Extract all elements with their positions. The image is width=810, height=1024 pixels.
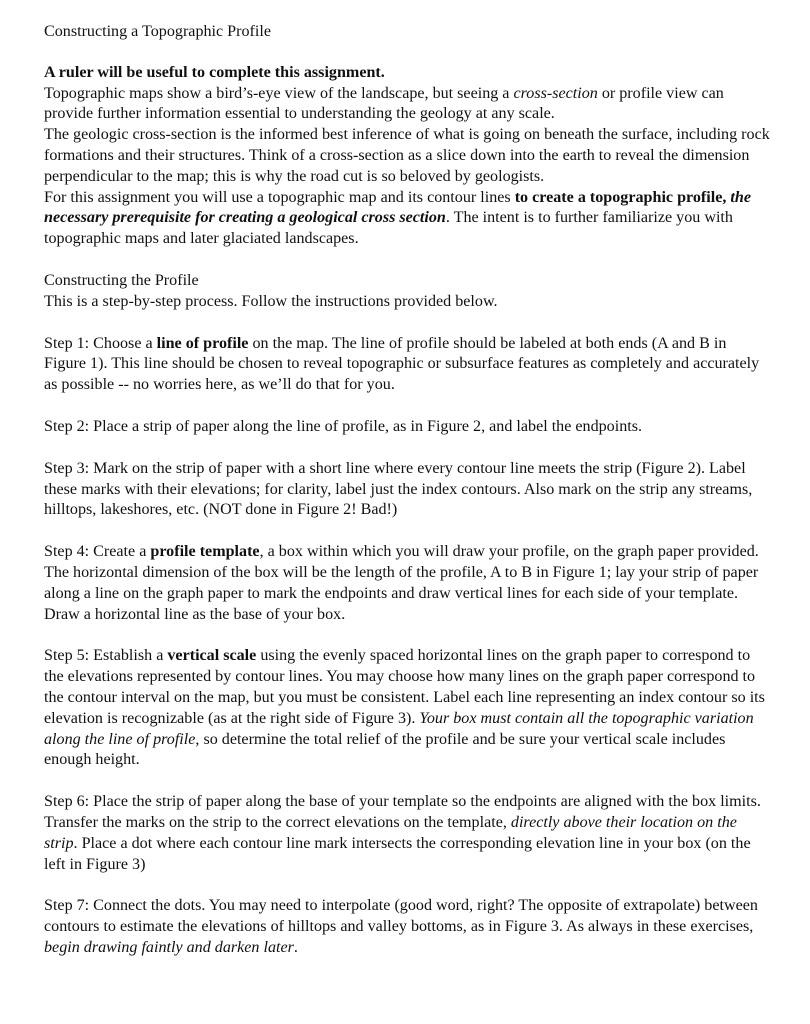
intro-p3-comma: , — [722, 188, 731, 206]
step-1-bold: line of profile — [156, 334, 249, 352]
intro-p1-text-b: or profile view can provide further information essential to understanding the geology at any scale. — [44, 84, 724, 123]
step-7-italic: begin drawing faintly and darken later — [44, 938, 294, 956]
intro-p1-emphasis: cross-section — [513, 84, 598, 102]
profile-section — [44, 271, 770, 313]
intro-p3-bold: to create a topographic profile — [514, 188, 723, 206]
step-7-text-b: . — [293, 938, 298, 956]
step-1 — [44, 334, 770, 396]
step-4-bold: profile template — [150, 543, 260, 561]
step-2: Step 2: Place a strip of paper along the line of profile, as in Figure 2, and label the endpoints. — [44, 417, 642, 435]
section-intro-text: This is a step-by-step process. Follow the instructions provided below. — [44, 292, 498, 310]
step-6 — [44, 792, 770, 875]
step-3: Step 3: Mark on the strip of paper with a short line where every contour line meets the strip (Figure 2). Label these marks with their elevations; for clarity, label just the index contours. Also mark on the strip any streams, hilltops, lakeshores, etc. (NOT done in Figure 2! Bad!) — [44, 459, 753, 519]
intro-p3-text-a: For this assignment you will use a topographic map and its contour lines — [44, 188, 515, 206]
step-5-text-c: , so determine the total relief of the profile and be sure your vertical scale includes enough height. — [44, 730, 726, 769]
step-5-text-a: Step 5: Establish a — [44, 647, 168, 665]
step-5 — [44, 646, 770, 771]
document-title: Constructing a Topographic Profile — [44, 23, 271, 40]
section-heading: Constructing the Profile — [44, 271, 199, 289]
step-6-text-a: Step 6: Place the strip of paper along the base of your template so the endpoints are aligned with the box limits. Transfer the marks on the strip to the correct elevations on the template, — [44, 793, 761, 831]
step-1-text-b: on the map. The line of profile should be labeled at both ends (A and B in Figure 1). This line should be chosen to reveal topographic or subsurface features as completely and accurately as possible -- no worries here, as we’ll do that for you. — [44, 334, 760, 394]
intro-block — [44, 63, 770, 250]
ruler-note-text: A ruler will be useful to complete this assignment. — [44, 63, 385, 81]
intro-p3-text-b: . The intent is to further familiarize you with topographic maps and later glaciated landscapes. — [44, 209, 733, 248]
step-7 — [44, 896, 770, 958]
intro-paragraph-1 — [44, 84, 770, 126]
step-4 — [44, 542, 770, 625]
step-1-text-a: Step 1: Choose a — [44, 334, 157, 352]
step-6-text-b: . Place a dot where each contour line mark intersects the corresponding elevation line in your box (on the left in Figure 3) — [44, 834, 751, 873]
step-6-italic: directly above their location on the strip — [44, 813, 737, 852]
intro-paragraph-2: The geologic cross-section is the informed best inference of what is going on beneath the surface, including rock formations and their structures. Think of a cross-section as a slice down into the earth to reveal the dimension perpendicular to the map; this is why the road cut is so beloved by geologists. — [44, 126, 770, 185]
step-5-bold: vertical scale — [167, 647, 257, 665]
step-4-text-a: Step 4: Create a — [44, 543, 151, 561]
step-5-text-b: using the evenly spaced horizontal lines on the graph paper to correspond to the elevations represented by contour lines. You may choose how many lines on the graph paper correspond to the contour interval on the map, but you must be consistent. Label each line representing an index contour so its elevation is recognizable (as at the right side of Figure 3). — [44, 647, 765, 727]
step-7-text-a: Step 7: Connect the dots. You may need to interpolate (good word, right? The opposite of extrapolate) between contours to estimate the elevations of hilltops and valley bottoms, as in Figure 3. As always in these exercises, — [44, 897, 758, 936]
intro-paragraph-3 — [44, 188, 770, 250]
step-4-text-b: , a box within which you will draw your profile, on the graph paper provided. The horizontal dimension of the box will be the length of the profile, A to B in Figure 1; lay your strip of paper along a line on the graph paper to mark the endpoints and draw vertical lines for each side of your template. Draw a horizontal line as the base of your box. — [44, 543, 759, 623]
intro-p3-bold-italic: the necessary prerequisite for creating a geological cross section — [44, 188, 751, 227]
intro-p1-text-a: Topographic maps show a bird’s-eye view of the landscape, but seeing a — [44, 84, 514, 102]
step-5-italic: Your box must contain all the topographic variation along the line of profile — [44, 709, 754, 748]
ruler-note — [44, 63, 770, 84]
